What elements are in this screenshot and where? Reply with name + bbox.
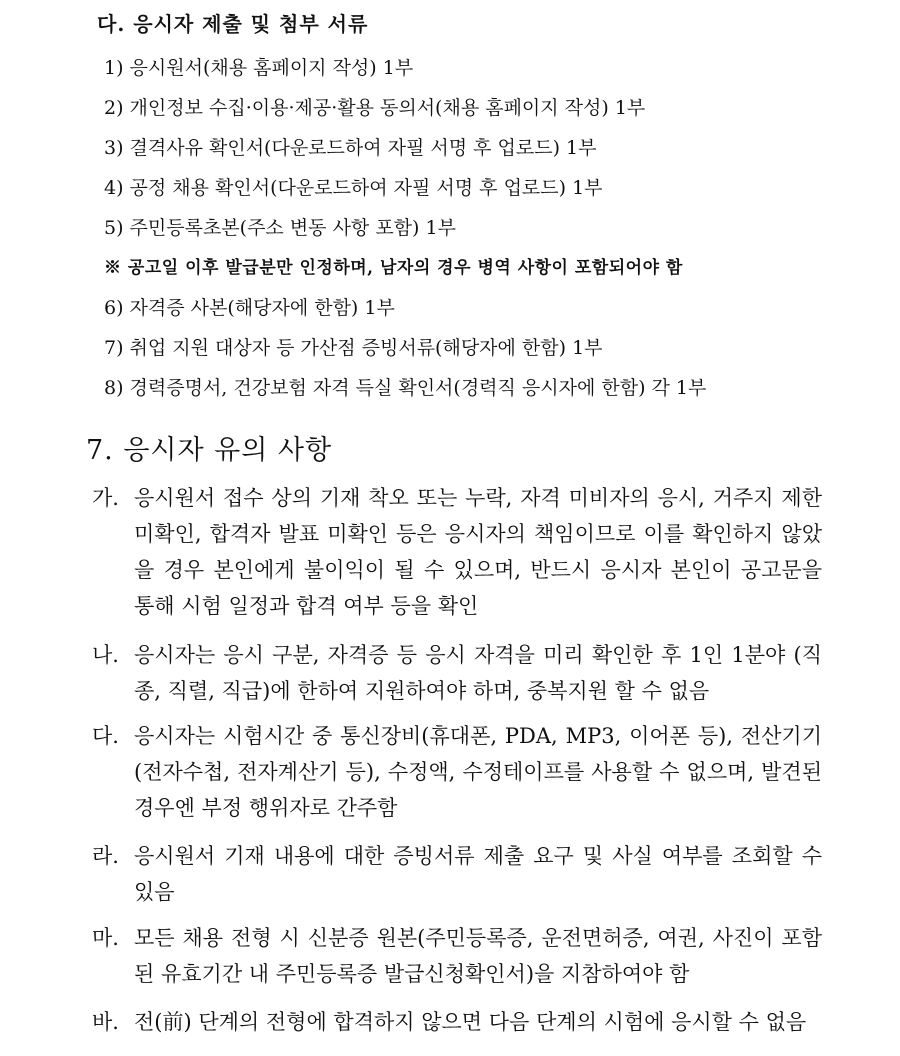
notice-item: [92, 637, 822, 709]
document-item: 7) 취업 지원 대상자 등 가산점 증빙서류(해당자에 한함) 1부: [104, 337, 603, 359]
notice-item: [92, 838, 822, 910]
notice-marker: 라.: [92, 844, 119, 868]
notice-marker: 다.: [92, 724, 119, 748]
notice-marker: 마.: [92, 926, 119, 950]
notice-marker: 바.: [92, 1010, 119, 1034]
notice-text: 모든 채용 전형 시 신분증 원본(주민등록증, 운전면허증, 여권, 사진이 포함된 유효기간 내 주민등록증 발급신청확인서)을 지참하여야 함: [134, 926, 822, 986]
notice-text: 응시원서 접수 상의 기재 착오 또는 누락, 자격 미비자의 응시, 거주지 제한 미확인, 합격자 발표 미확인 등은 응시자의 책임이므로 이를 확인하지 않았을 경우 본인에게 불이익이 될 수 있으며, 반드시 응시자 본인이 공고문을 통해 시험 일정과 합격 여부 등을 확인: [134, 486, 822, 618]
notice-text: 응시원서 기재 내용에 대한 증빙서류 제출 요구 및 사실 여부를 조회할 수 있음: [134, 844, 822, 904]
notice-item: [92, 1004, 822, 1040]
notice-marker: 나.: [92, 643, 119, 667]
required-documents-list: [104, 48, 706, 408]
document-item: 1) 응시원서(채용 홈페이지 작성) 1부: [104, 57, 414, 79]
required-documents-heading: 다. 응시자 제출 및 첨부 서류: [97, 12, 369, 36]
notice-item: [92, 480, 822, 624]
document-item: 8) 경력증명서, 건강보험 자격 득실 확인서(경력직 응시자에 한함) 각 1부: [104, 377, 707, 399]
section-title: 7. 응시자 유의 사항: [86, 435, 333, 466]
notice-text: 응시자는 시험시간 중 통신장비(휴대폰, PDA, MP3, 이어폰 등), 전산기기 (전자수첩, 전자계산기 등), 수정액, 수정테이프를 사용할 수 없으며, 발견된 경우엔 부정 행위자로 간주함: [134, 724, 822, 820]
notice-text: 응시자는 응시 구분, 자격증 등 응시 자격을 미리 확인한 후 1인 1분야 (직종, 직렬, 직급)에 한하여 지원하여야 하며, 중복지원 할 수 없음: [134, 643, 822, 703]
notice-item: [92, 718, 822, 826]
notice-item: [92, 920, 822, 992]
document-item: 6) 자격증 사본(해당자에 한함) 1부: [104, 297, 395, 319]
notice-marker: 가.: [92, 486, 119, 510]
document-item: 4) 공정 채용 확인서(다운로드하여 자필 서명 후 업로드) 1부: [104, 177, 603, 199]
document-item: 5) 주민등록초본(주소 변동 사항 포함) 1부: [104, 217, 456, 239]
document-item: 2) 개인정보 수집·이용·제공·활용 동의서(채용 홈페이지 작성) 1부: [104, 97, 646, 119]
document-note: ※ 공고일 이후 발급분만 인정하며, 남자의 경우 병역 사항이 포함되어야 함: [104, 258, 683, 278]
notice-text: 전(前) 단계의 전형에 합격하지 않으면 다음 단계의 시험에 응시할 수 없음: [134, 1010, 807, 1034]
document-item: 3) 결격사유 확인서(다운로드하여 자필 서명 후 업로드) 1부: [104, 137, 597, 159]
